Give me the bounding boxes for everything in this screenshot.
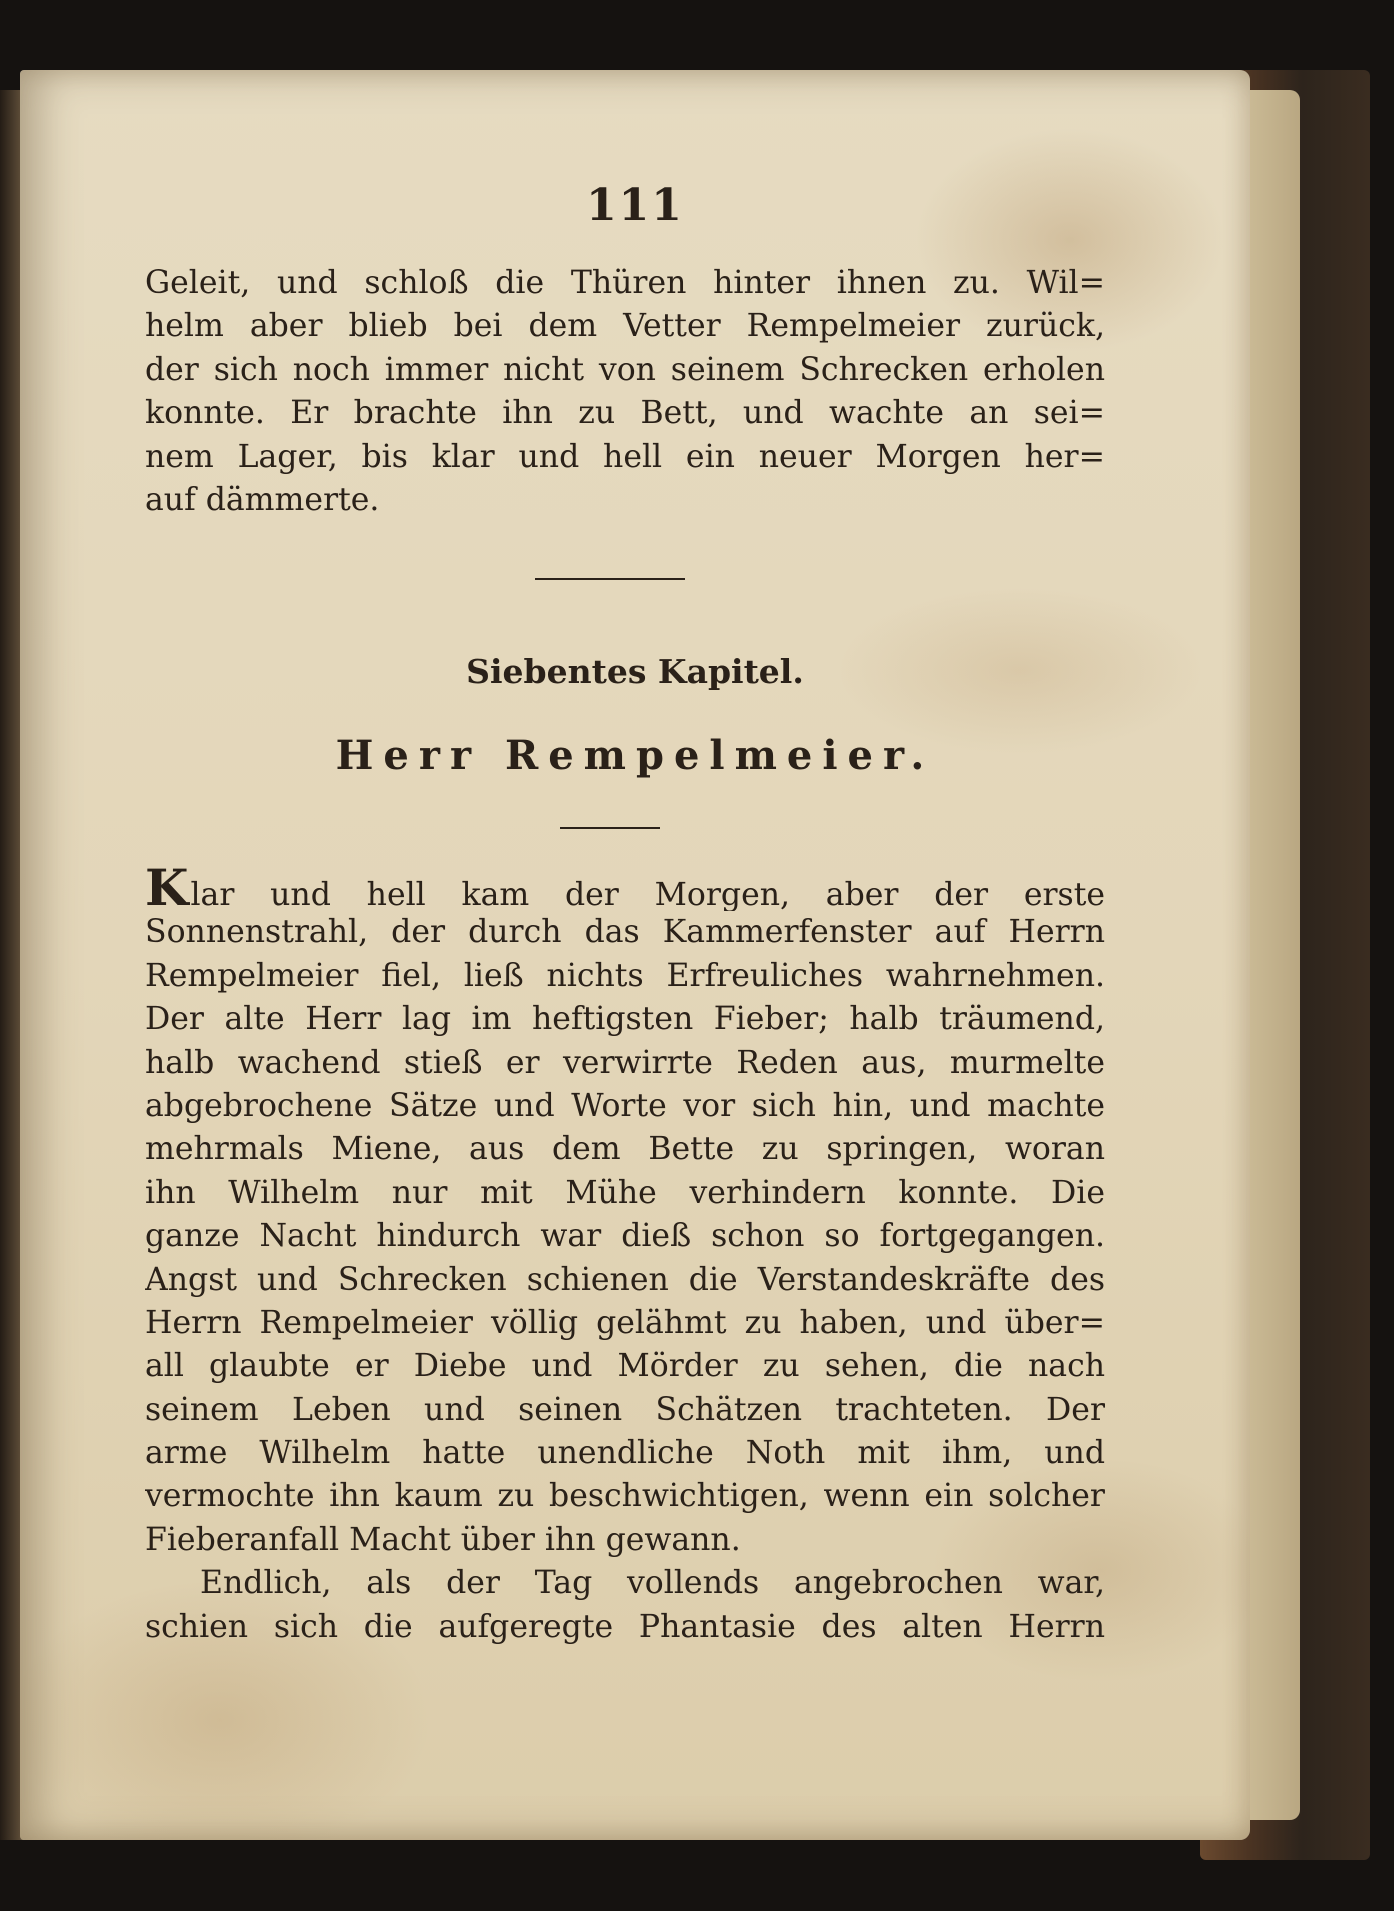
- text-line: schien sich die aufgeregte Phantasie des alten Herrn: [145, 1608, 1105, 1645]
- text-line: Fieberanfall Macht über ihn gewann.: [145, 1521, 741, 1558]
- text-line: ihn Wilhelm nur mit Mühe verhindern konnte. Die: [145, 1174, 1105, 1211]
- text-line: Angst und Schrecken schienen die Verstandeskräfte des: [145, 1261, 1105, 1298]
- text-line-first: [145, 868, 1105, 911]
- chapter-number-heading: Siebentes Kapitel.: [466, 652, 804, 691]
- book-page: [20, 70, 1250, 1840]
- page-number: 111: [586, 180, 684, 231]
- text-line: helm aber blieb bei dem Vetter Rempelmeier zurück,: [145, 308, 1105, 345]
- text-line: Geleit, und schloß die Thüren hinter ihnen zu. Wil=: [145, 265, 1105, 301]
- text-line-first-rest: lar und hell kam der Morgen, aber der erste: [190, 877, 1105, 912]
- chapter-title-heading: Herr Rempelmeier.: [335, 732, 935, 779]
- paragraph-chapter-opening: [145, 868, 1105, 1649]
- text-line: ganze Nacht hindurch war dieß schon so fortgegangen.: [145, 1218, 1105, 1255]
- paragraph-before-chapter: [145, 262, 1105, 522]
- text-line: auf dämmerte.: [145, 481, 380, 518]
- text-line: arme Wilhelm hatte unendliche Noth mit ihm, und: [145, 1435, 1105, 1472]
- text-line: seinem Leben und seinen Schätzen trachteten. Der: [145, 1391, 1105, 1428]
- text-line: Endlich, als der Tag vollends angebrochen war,: [200, 1565, 1105, 1602]
- text-line: Herrn Rempelmeier völlig gelähmt zu haben, und über=: [145, 1304, 1105, 1341]
- separator-rule-top: [535, 578, 685, 580]
- text-line: Rempelmeier fiel, ließ nichts Erfreuliches wahrnehmen.: [145, 957, 1105, 994]
- text-line: Sonnenstrahl, der durch das Kammerfenster auf Herrn: [145, 914, 1105, 951]
- text-line: konnte. Er brachte ihn zu Bett, und wachte an sei=: [145, 395, 1105, 432]
- text-line: nem Lager, bis klar und hell ein neuer Morgen her=: [145, 438, 1105, 475]
- text-line: abgebrochene Sätze und Worte vor sich hin, und machte: [145, 1087, 1105, 1124]
- text-line: der sich noch immer nicht von seinem Schrecken erholen: [145, 351, 1105, 388]
- text-line: all glaubte er Diebe und Mörder zu sehen, die nach: [145, 1348, 1105, 1385]
- separator-rule-bottom: [560, 827, 660, 829]
- text-line: halb wachend stieß er verwirrte Reden aus, murmelte: [145, 1044, 1105, 1081]
- text-line: mehrmals Miene, aus dem Bette zu springen, woran: [145, 1131, 1105, 1168]
- drop-cap-initial: K: [145, 868, 189, 912]
- text-line: Der alte Herr lag im heftigsten Fieber; halb träumend,: [145, 1001, 1105, 1038]
- text-line: vermochte ihn kaum zu beschwichtigen, wenn ein solcher: [145, 1478, 1105, 1515]
